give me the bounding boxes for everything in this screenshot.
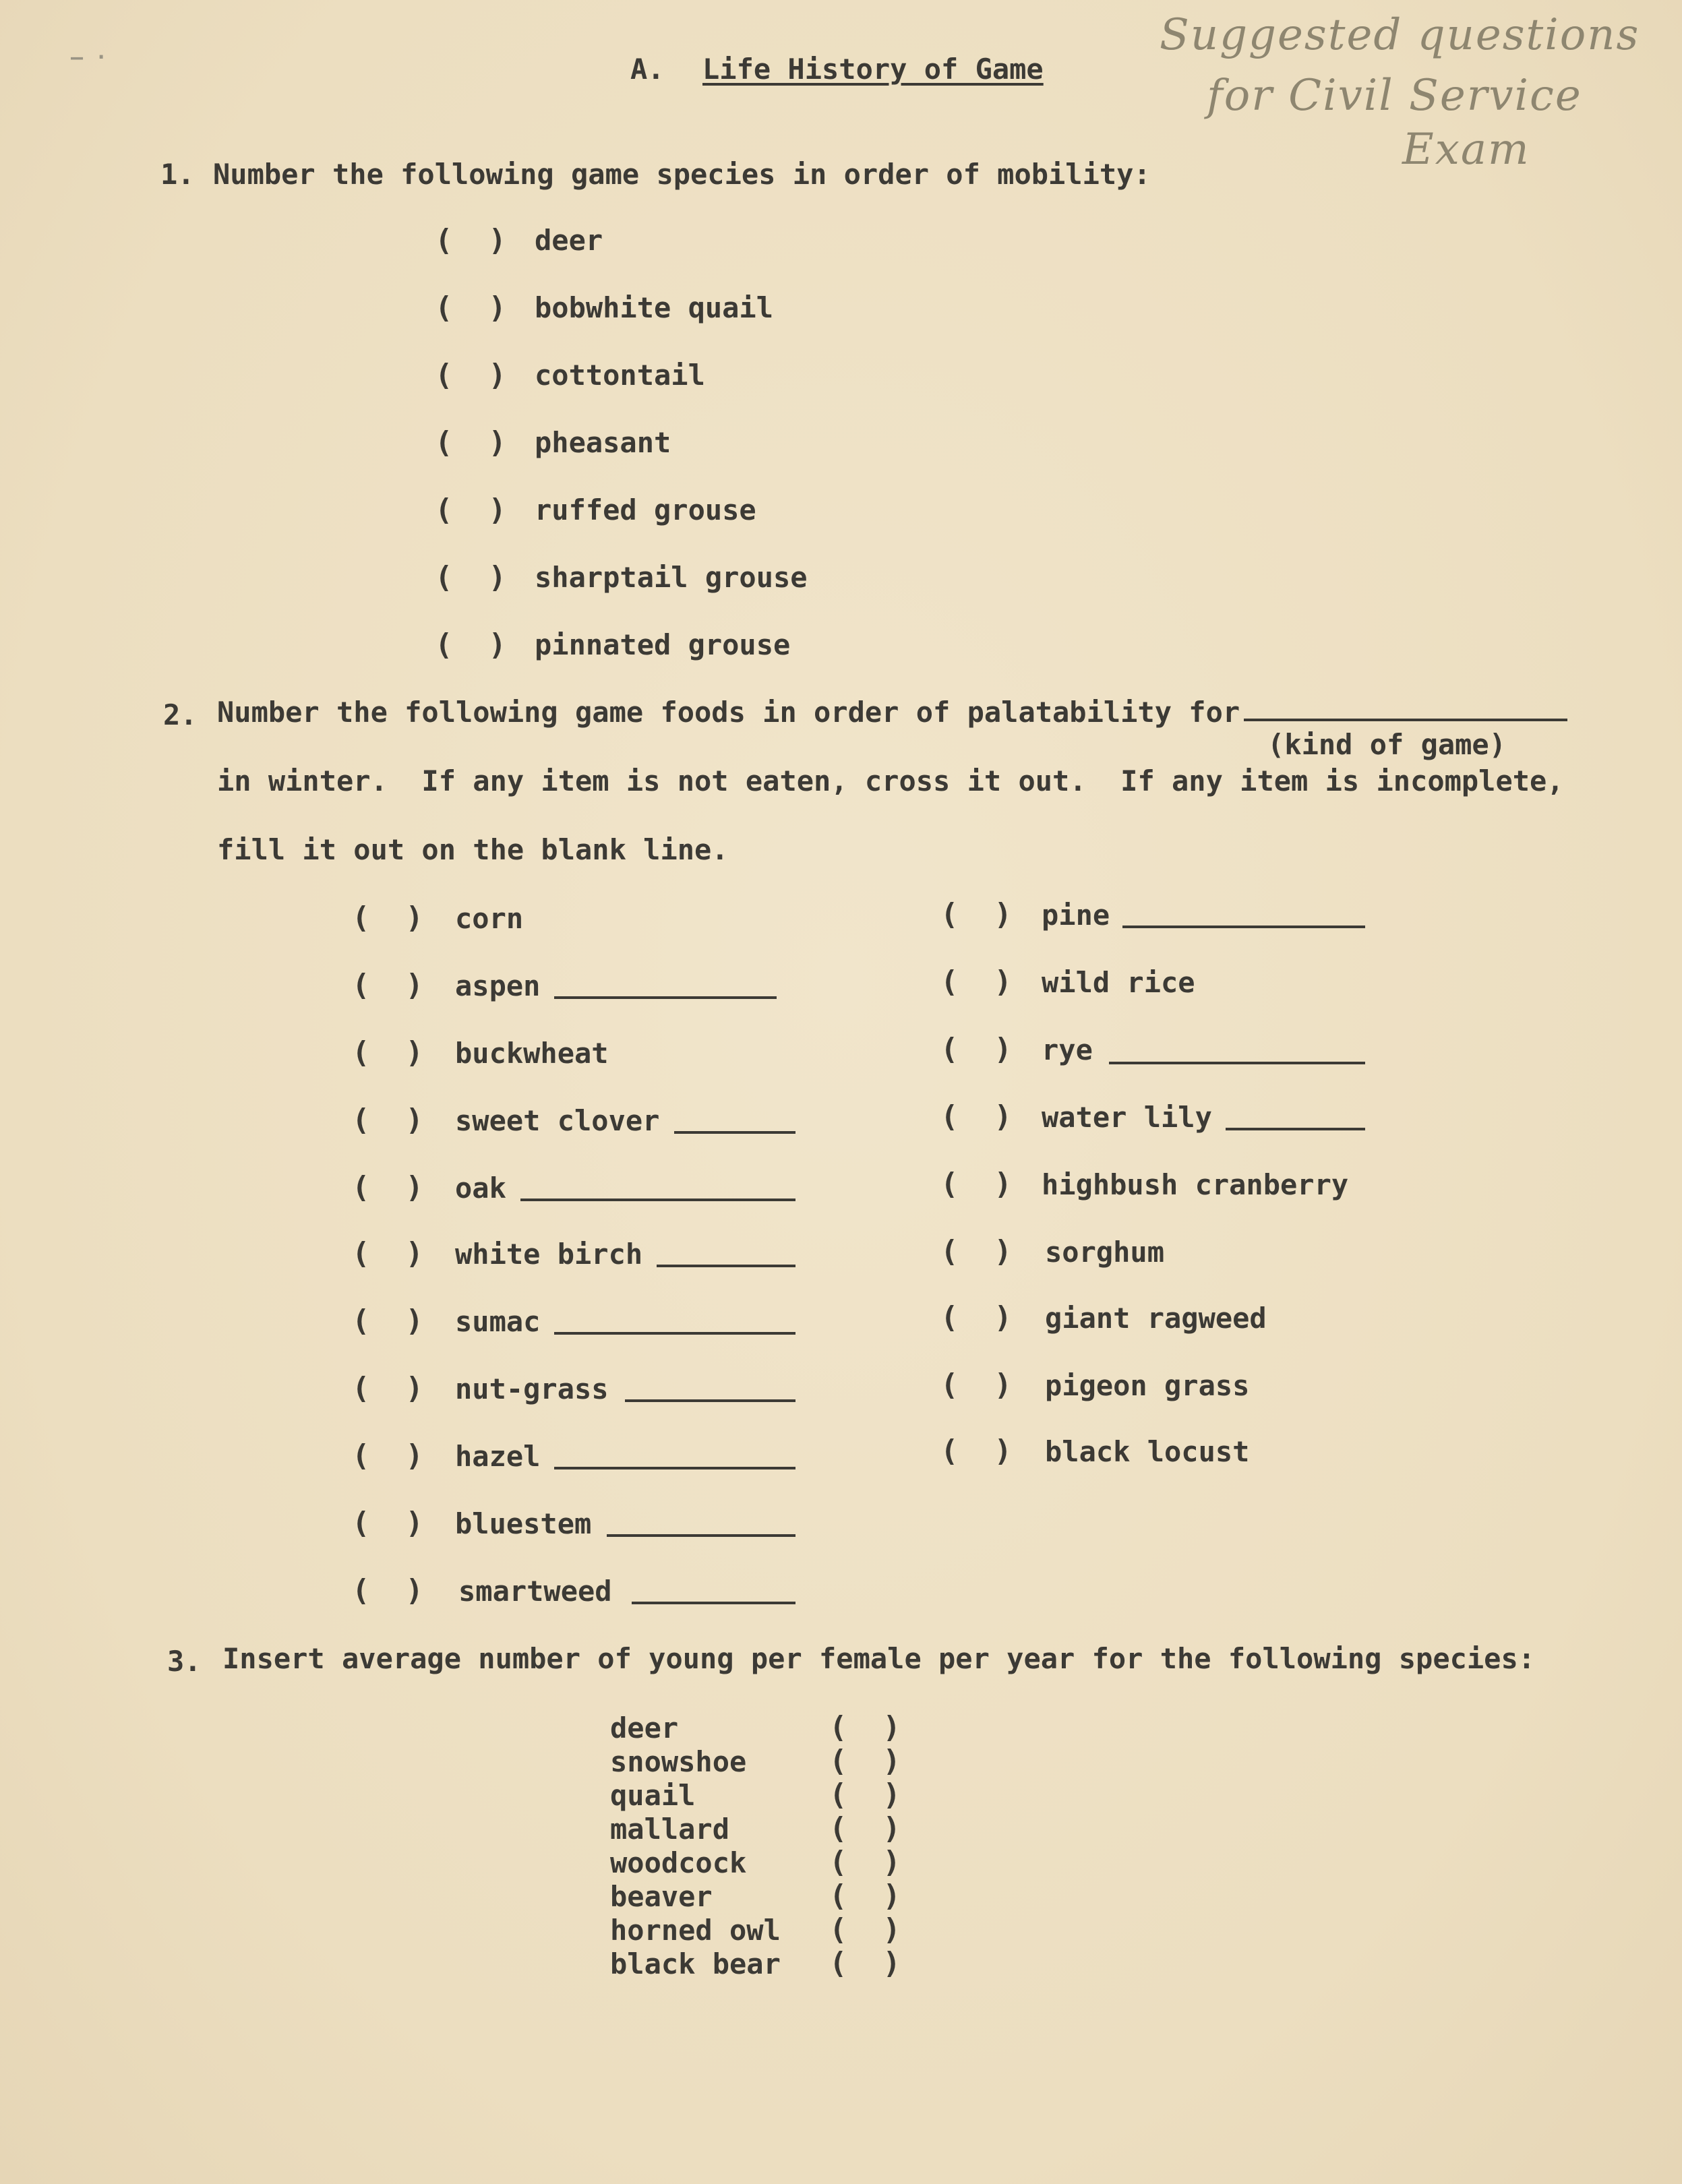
q2-food-blank[interactable]	[520, 1199, 795, 1201]
q3-species: horned owl	[610, 1914, 781, 1947]
q3-text: Insert average number of young per female per year for the following species:	[222, 1642, 1536, 1675]
q2-answer-paren[interactable]: ( )	[940, 1234, 1012, 1269]
q2-answer-paren[interactable]: ( )	[940, 1032, 1012, 1066]
q2-food-item: corn	[455, 902, 524, 935]
q2-answer-paren[interactable]: ( )	[940, 965, 1012, 999]
q2-text-line-3: fill it out on the blank line.	[217, 833, 729, 866]
q2-food-item: water lily	[1042, 1101, 1212, 1134]
q2-food-blank[interactable]	[674, 1131, 795, 1134]
q2-answer-paren[interactable]: ( )	[352, 1304, 423, 1338]
section-letter: A.	[630, 53, 665, 86]
q3-species: mallard	[610, 1813, 730, 1846]
q2-text-line-2: in winter. If any item is not eaten, cross it out. If any item is incomplete,	[217, 764, 1564, 797]
q2-food-blank[interactable]	[1122, 926, 1365, 928]
q3-species: deer	[610, 1711, 679, 1745]
q2-answer-paren[interactable]: ( )	[352, 1170, 423, 1205]
q2-answer-paren[interactable]: ( )	[940, 1368, 1012, 1402]
q2-food-blank[interactable]	[657, 1265, 795, 1267]
q3-answer-paren[interactable]: ( )	[829, 1744, 901, 1778]
q2-food-item: pine	[1042, 899, 1110, 932]
q2-food-item: giant ragweed	[1045, 1302, 1267, 1335]
q2-text-line-1: Number the following game foods in order of palatability for	[217, 696, 1240, 729]
q2-food-blank[interactable]	[625, 1399, 795, 1402]
q2-food-item: oak	[455, 1172, 506, 1205]
q2-answer-paren[interactable]: ( )	[352, 968, 423, 1002]
q2-answer-paren[interactable]: ( )	[352, 1236, 423, 1271]
handwritten-note-line-3: Exam	[1402, 125, 1530, 175]
q2-food-blank[interactable]	[1226, 1128, 1365, 1130]
q2-food-item: aspen	[455, 969, 541, 1002]
q1-number: 1.	[160, 158, 195, 191]
q2-answer-paren[interactable]: ( )	[940, 1099, 1012, 1134]
q2-answer-paren[interactable]: ( )	[940, 1300, 1012, 1335]
q1-item: cottontail	[535, 359, 705, 392]
q1-answer-paren[interactable]: ( )	[435, 493, 506, 527]
q2-food-item: sorghum	[1045, 1236, 1165, 1269]
page-title: Life History of Game	[702, 53, 1044, 86]
q2-answer-paren[interactable]: ( )	[352, 1103, 423, 1137]
q2-food-item: buckwheat	[455, 1037, 609, 1070]
handwritten-note-line-1: Suggested questions	[1160, 10, 1640, 60]
q3-answer-paren[interactable]: ( )	[829, 1946, 901, 1980]
q3-species: beaver	[610, 1880, 713, 1913]
q3-answer-paren[interactable]: ( )	[829, 1879, 901, 1913]
q3-answer-paren[interactable]: ( )	[829, 1710, 901, 1745]
q3-answer-paren[interactable]: ( )	[829, 1778, 901, 1812]
q2-food-item: sumac	[455, 1305, 541, 1338]
q1-answer-paren[interactable]: ( )	[435, 425, 506, 460]
q3-number: 3.	[167, 1645, 202, 1678]
q1-answer-paren[interactable]: ( )	[435, 291, 506, 325]
q2-food-item: bluestem	[455, 1507, 592, 1540]
q1-item: ruffed grouse	[535, 493, 756, 526]
q2-answer-paren[interactable]: ( )	[352, 1506, 423, 1540]
q2-food-blank[interactable]	[607, 1534, 795, 1537]
q2-food-item: hazel	[455, 1440, 541, 1473]
q1-answer-paren[interactable]: ( )	[435, 628, 506, 662]
q1-item: sharptail grouse	[535, 561, 808, 594]
q3-species: woodcock	[610, 1846, 747, 1879]
q1-text: Number the following game species in order of mobility:	[213, 158, 1151, 191]
q2-answer-paren[interactable]: ( )	[940, 897, 1012, 932]
q2-food-blank[interactable]	[554, 1332, 795, 1335]
q1-item: pheasant	[535, 426, 671, 459]
q2-food-blank[interactable]	[1109, 1062, 1365, 1064]
q3-answer-paren[interactable]: ( )	[829, 1912, 901, 1947]
q3-answer-paren[interactable]: ( )	[829, 1845, 901, 1879]
q2-answer-paren[interactable]: ( )	[940, 1167, 1012, 1201]
q2-answer-paren[interactable]: ( )	[352, 901, 423, 935]
q3-species: black bear	[610, 1947, 781, 1980]
q2-blank-caption: (kind of game)	[1267, 728, 1507, 761]
q2-food-item: rye	[1042, 1033, 1093, 1066]
q2-answer-paren[interactable]: ( )	[352, 1371, 423, 1405]
handwritten-note-line-2: for Civil Service	[1207, 71, 1582, 121]
q2-food-item: white birch	[455, 1238, 643, 1271]
q2-kind-of-game-blank[interactable]	[1244, 719, 1567, 721]
q2-food-item: black locust	[1045, 1435, 1250, 1468]
q3-species: quail	[610, 1779, 696, 1812]
q2-food-blank[interactable]	[554, 1467, 795, 1469]
q2-answer-paren[interactable]: ( )	[352, 1573, 423, 1608]
q2-food-blank[interactable]	[554, 996, 777, 999]
q2-food-item: nut-grass	[455, 1372, 609, 1405]
q3-answer-paren[interactable]: ( )	[829, 1811, 901, 1846]
q2-answer-paren[interactable]: ( )	[940, 1434, 1012, 1468]
q1-item: pinnated grouse	[535, 628, 791, 661]
q2-number: 2.	[163, 698, 198, 731]
pin-mark: — ·	[71, 46, 108, 69]
q2-food-item: wild rice	[1042, 966, 1195, 999]
q1-item: bobwhite quail	[535, 291, 774, 324]
q1-answer-paren[interactable]: ( )	[435, 358, 506, 392]
q2-answer-paren[interactable]: ( )	[352, 1035, 423, 1070]
q1-item: deer	[535, 224, 603, 257]
q2-food-item: highbush cranberry	[1042, 1168, 1349, 1201]
q1-answer-paren[interactable]: ( )	[435, 560, 506, 595]
q3-species: snowshoe	[610, 1745, 747, 1778]
q2-answer-paren[interactable]: ( )	[352, 1438, 423, 1473]
q2-food-item: pigeon grass	[1045, 1369, 1250, 1402]
q1-answer-paren[interactable]: ( )	[435, 223, 506, 257]
q2-food-blank[interactable]	[632, 1602, 795, 1604]
q2-food-item: sweet clover	[455, 1104, 660, 1137]
q2-food-item: smartweed	[458, 1575, 612, 1608]
